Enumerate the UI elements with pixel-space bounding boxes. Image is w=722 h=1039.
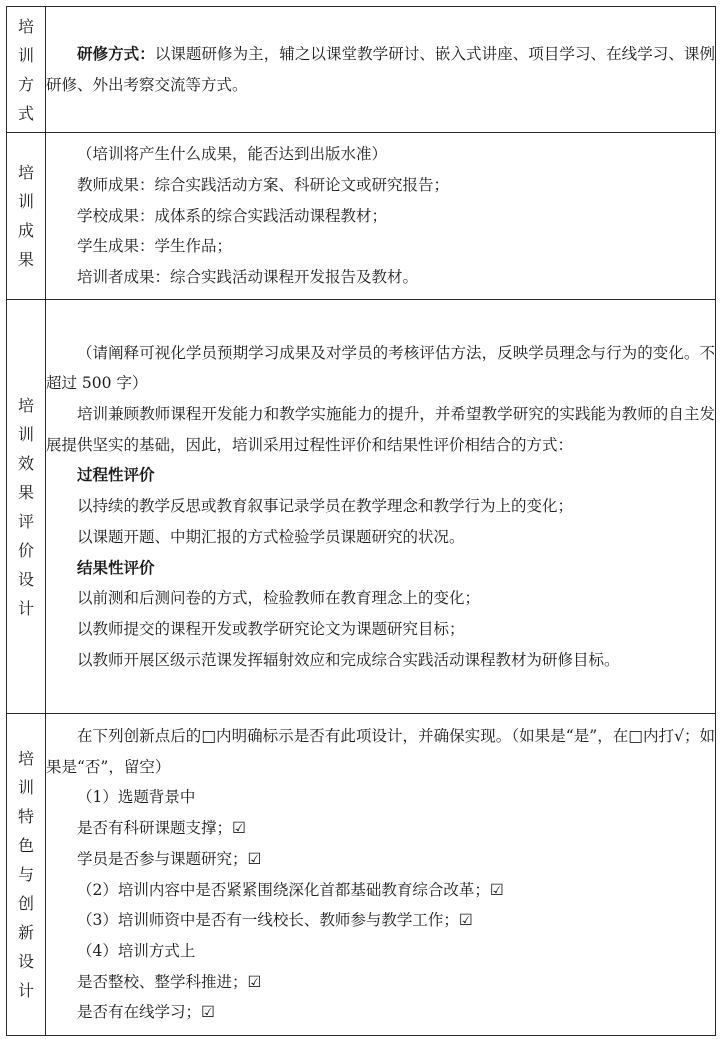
feature-checkbox-line: 是否整校、整学科推进；☑ bbox=[77, 972, 262, 991]
label-char: 效 bbox=[17, 453, 34, 473]
label-char: 设 bbox=[17, 569, 34, 589]
feature-checkbox-line: （3）培训师资中是否有一线校长、教师参与教学工作；☑ bbox=[77, 911, 473, 930]
label-char: 特 bbox=[17, 807, 34, 826]
label-char: 式 bbox=[17, 103, 34, 123]
label-training-outcomes bbox=[7, 133, 46, 300]
method-lead: 研修方式： bbox=[77, 44, 155, 63]
features-intro: 在下列创新点后的□内明确标示是否有此项设计，并确保实现。（如果是“是”，在□内打√；如果是“否”，留空） bbox=[46, 726, 715, 776]
outcome-line: （培训将产生什么成果，能否达到出版水准） bbox=[77, 145, 388, 164]
feature-line: （1）选题背景中 bbox=[77, 788, 196, 807]
label-char: 新 bbox=[17, 923, 34, 942]
label-char: 培 bbox=[17, 16, 34, 36]
label-char: 评 bbox=[17, 511, 34, 531]
result-eval-heading: 结果性评价 bbox=[77, 558, 155, 577]
label-char: 训 bbox=[17, 192, 34, 211]
content-training-method bbox=[46, 7, 716, 133]
label-char: 创 bbox=[17, 894, 34, 913]
feature-checkbox-line: 学员是否参与课题研究；☑ bbox=[77, 849, 262, 868]
row-evaluation-design bbox=[7, 300, 716, 714]
label-char: 计 bbox=[17, 981, 34, 1000]
feature-checkbox-line: （2）培训内容中是否紧紧围绕深化首都基础教育综合改革；☑ bbox=[77, 880, 504, 899]
result-eval-last: 以教师开展区级示范课发挥辐射效应和完成综合实践活动课程教材为研修目标。 bbox=[77, 650, 620, 669]
label-char: 培 bbox=[17, 163, 34, 182]
feature-checkbox-line: 是否有在线学习；☑ bbox=[77, 1003, 215, 1022]
feature-line: （4）培训方式上 bbox=[77, 941, 196, 960]
process-eval-item: 以持续的教学反思或教育叙事记录学员在教学理念和教学行为上的变化； bbox=[77, 497, 574, 516]
label-char: 培 bbox=[17, 395, 34, 415]
content-evaluation-design bbox=[46, 300, 716, 714]
outcome-line: 教师成果：综合实践活动方案、科研论文或研究报告； bbox=[77, 175, 450, 194]
evaluation-intro: （请阐释可视化学员预期学习成果及对学员的考核评估方法，反映学员理念与行为的变化。不超过 500 字） bbox=[46, 343, 715, 393]
result-eval-item: 以前测和后测问卷的方式，检验教师在教育理念上的变化； bbox=[77, 589, 481, 608]
row-training-outcomes bbox=[7, 133, 716, 300]
method-paragraph bbox=[46, 39, 715, 100]
label-char: 果 bbox=[17, 482, 34, 502]
label-char: 训 bbox=[17, 778, 34, 797]
label-char: 成 bbox=[17, 221, 34, 240]
training-plan-table bbox=[6, 6, 716, 1036]
label-features-innovation bbox=[7, 714, 46, 1036]
row-training-method bbox=[7, 7, 716, 133]
content-features-innovation bbox=[46, 714, 716, 1036]
evaluation-body: 培训兼顾教师课程开发能力和教学实施能力的提升，并希望教学研究的实践能为教师的自主发展提供坚实的基础，因此，培训采用过程性评价和结果性评价相结合的方式： bbox=[46, 405, 715, 454]
label-char: 价 bbox=[17, 540, 34, 560]
process-eval-heading: 过程性评价 bbox=[77, 466, 155, 485]
outcome-line: 学生成果：学生作品； bbox=[77, 237, 233, 256]
outcome-line: 培训者成果：综合实践活动课程开发报告及教材。 bbox=[77, 268, 419, 287]
label-training-method bbox=[7, 7, 46, 133]
label-char: 与 bbox=[17, 865, 34, 884]
label-char: 训 bbox=[17, 424, 34, 444]
label-char: 训 bbox=[17, 45, 34, 65]
result-eval-item: 以教师提交的课程开发或教学研究论文为课题研究目标； bbox=[77, 619, 465, 638]
row-features-innovation bbox=[7, 714, 716, 1036]
label-char: 计 bbox=[17, 598, 34, 618]
label-char: 培 bbox=[17, 749, 34, 768]
outcome-line: 学校成果：成体系的综合实践活动课程教材； bbox=[77, 206, 388, 225]
label-char: 设 bbox=[17, 952, 34, 971]
method-text: 以课题研修为主，辅之以课堂教学研讨、嵌入式讲座、项目学习、在线学习、课例研修、外出考察交流等方式。 bbox=[46, 44, 715, 94]
label-char: 方 bbox=[17, 74, 34, 94]
label-char: 色 bbox=[17, 836, 34, 855]
label-char: 果 bbox=[17, 250, 34, 269]
process-eval-item: 以课题开题、中期汇报的方式检验学员课题研究的状况。 bbox=[77, 527, 465, 546]
content-training-outcomes bbox=[46, 133, 716, 300]
label-evaluation-design bbox=[7, 300, 46, 714]
feature-checkbox-line: 是否有科研课题支撑；☑ bbox=[77, 819, 246, 838]
